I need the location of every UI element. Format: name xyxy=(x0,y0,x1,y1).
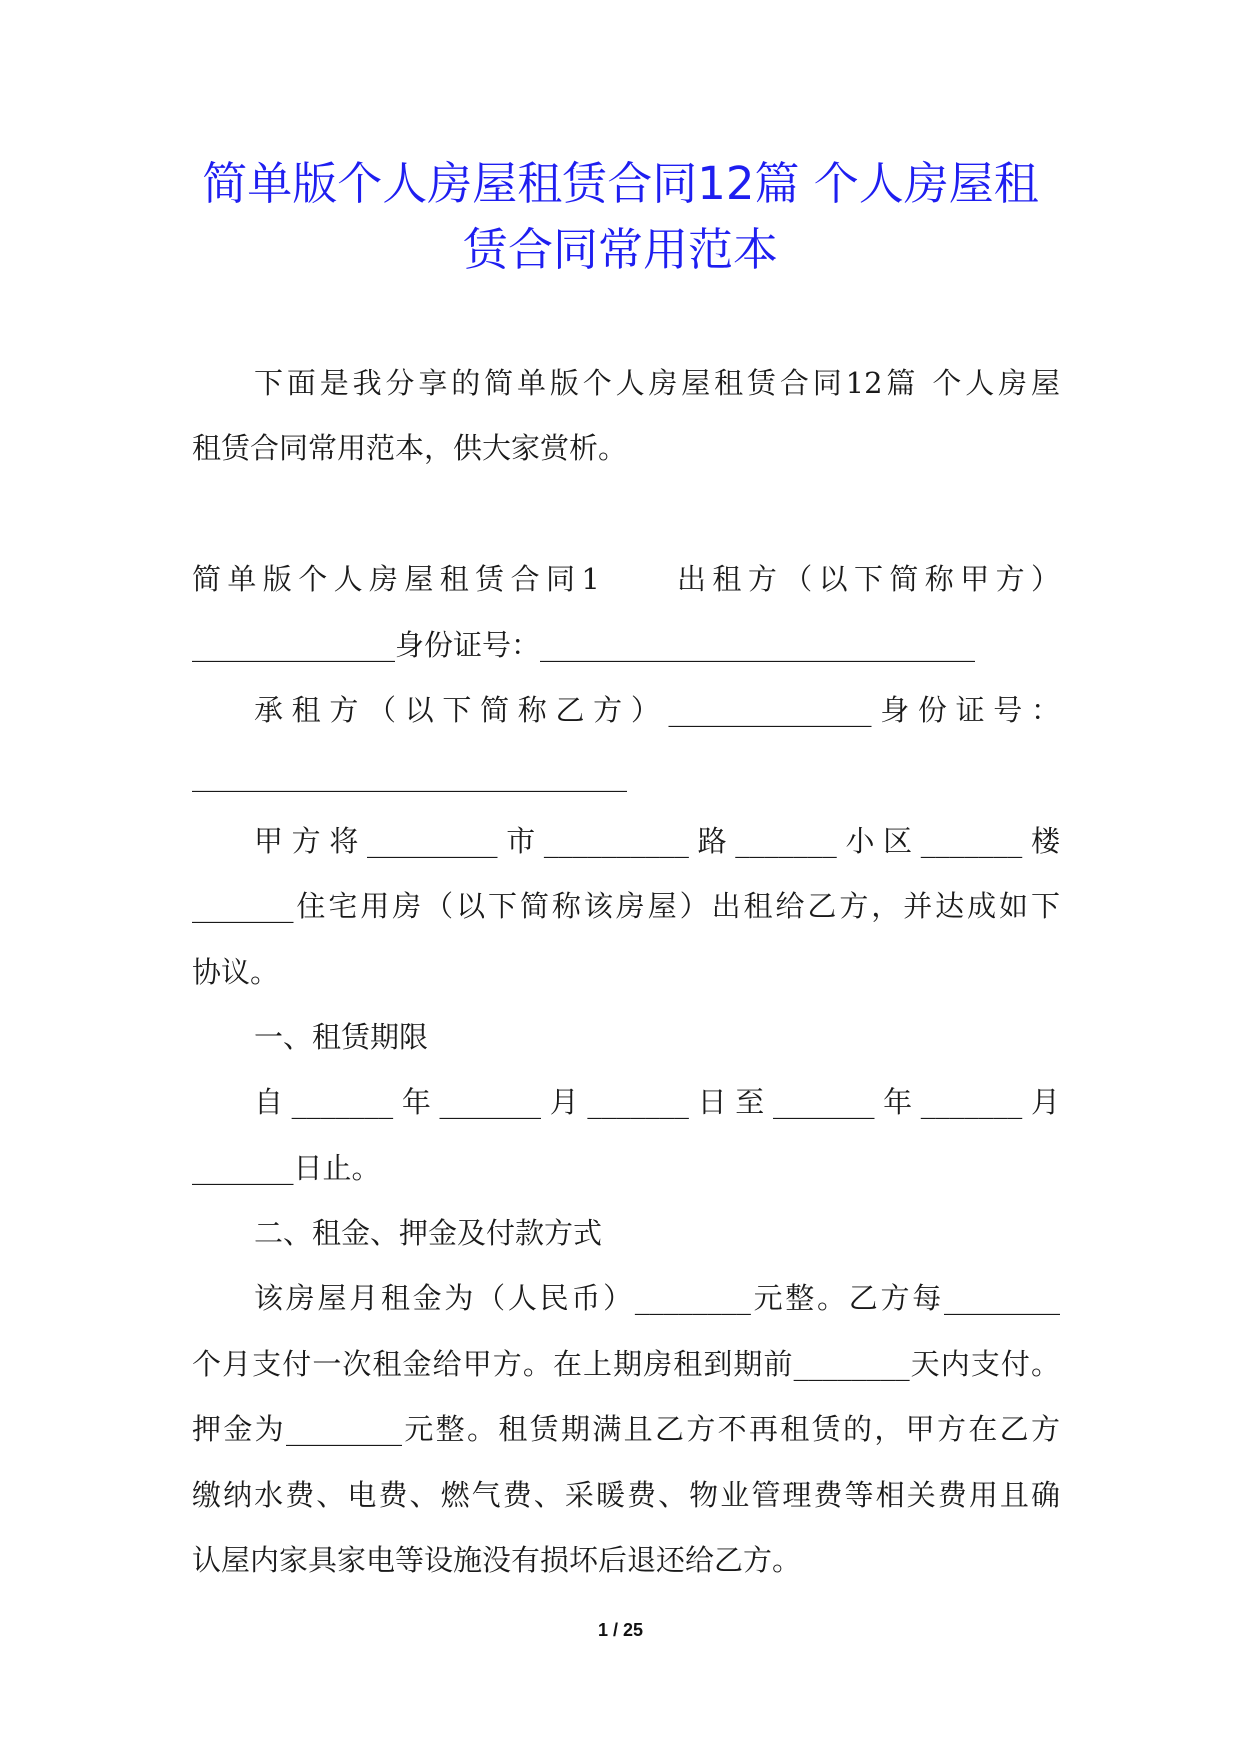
document-title-line: 赁合同常用范本 xyxy=(462,223,778,276)
body-line: _______住宅用房（以下简称该房屋）出租给乙方，并达成如下 xyxy=(192,889,1060,924)
body-line: 承租方（以下简称乙方）______________身份证号： xyxy=(254,692,1060,727)
section-heading: 一、租赁期限 xyxy=(254,1019,429,1054)
body-line: 自_______年_______月_______日至_______年_______月 xyxy=(254,1085,1060,1120)
body-line: ______________身份证号：______________________________ xyxy=(192,627,976,662)
body-line: 缴纳水费、电费、燃气费、采暖费、物业管理费等相关费用且确 xyxy=(192,1477,1060,1512)
document-title xyxy=(150,151,1091,283)
document-body xyxy=(192,351,1060,1593)
page-number: 1 / 25 xyxy=(597,1620,644,1640)
body-line: 押金为________元整。租赁期满且乙方不再租赁的，甲方在乙方 xyxy=(192,1412,1060,1447)
body-line: 甲方将_________市__________路_______小区_______楼 xyxy=(254,823,1060,858)
contract-heading-line: 简单版个人房屋租赁合同1 出租方（以下简称甲方） xyxy=(192,562,1060,597)
intro-line: 下面是我分享的简单版个人房屋租赁合同12篇 个人房屋 xyxy=(254,366,1060,400)
body-line: 该房屋月租金为（人民币）________元整。乙方每________ xyxy=(254,1281,1060,1316)
document-title-line: 简单版个人房屋租赁合同12篇 个人房屋租 xyxy=(202,157,1039,210)
section-heading: 二、租金、押金及付款方式 xyxy=(254,1216,603,1251)
body-line: 认屋内家具家电等设施没有损坏后退还给乙方。 xyxy=(192,1543,802,1578)
body-line: ______________________________ xyxy=(192,758,627,793)
intro-line: 租赁合同常用范本，供大家赏析。 xyxy=(192,431,628,466)
body-line: 个月支付一次租金给甲方。在上期房租到期前________天内支付。 xyxy=(192,1346,1060,1381)
body-line: 协议。 xyxy=(192,954,280,989)
body-line: _______日止。 xyxy=(192,1150,381,1185)
blank-line xyxy=(192,482,1060,547)
